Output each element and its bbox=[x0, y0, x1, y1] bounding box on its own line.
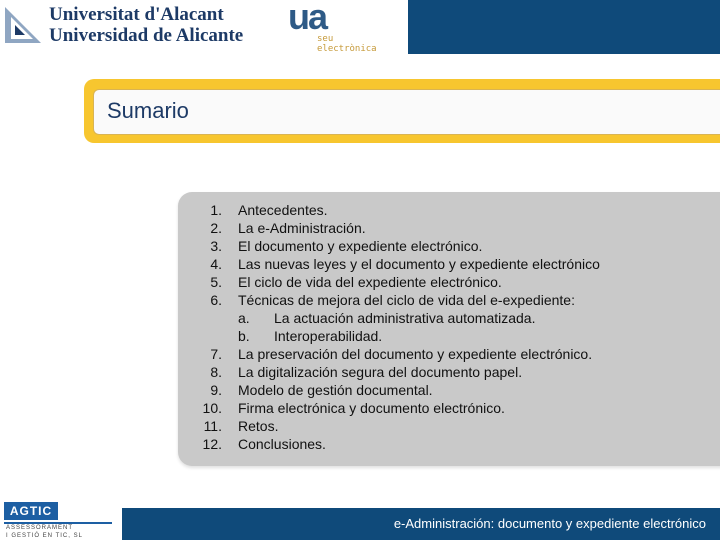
agtic-subtitle-line1: ASSESSORAMENT bbox=[6, 525, 74, 531]
toc-item-number: 4. bbox=[210, 256, 222, 272]
agtic-logo bbox=[4, 500, 118, 540]
page-title: Sumario bbox=[107, 98, 189, 123]
toc-item-number: 5. bbox=[210, 274, 222, 290]
toc-item-label: Conclusiones. bbox=[238, 436, 326, 452]
toc-item-label: Técnicas de mejora del ciclo de vida del e-expediente: bbox=[238, 292, 575, 308]
footer-title: e-Administración: documento y expediente electrónico bbox=[393, 516, 706, 531]
seu-mark: ua bbox=[288, 0, 327, 37]
university-name-line2: Universidad de Alicante bbox=[49, 25, 244, 46]
toc-item-label: Antecedentes. bbox=[238, 202, 328, 218]
toc-item-label: El ciclo de vida del expediente electrónico. bbox=[238, 274, 502, 290]
toc-item-label: Firma electrónica y documento electrónico. bbox=[238, 400, 505, 416]
toc-item-number: 10. bbox=[202, 400, 222, 416]
seu-label: seu electrònica bbox=[317, 34, 377, 54]
toc-item-number: 2. bbox=[210, 220, 222, 236]
toc-item-number: 12. bbox=[202, 436, 222, 452]
toc-item-label: Retos. bbox=[238, 418, 279, 434]
toc-subitem-label: Interoperabilidad. bbox=[274, 328, 383, 344]
toc-item-number: 7. bbox=[210, 346, 222, 362]
toc-item-label: Modelo de gestión documental. bbox=[238, 382, 433, 398]
toc-subitem-label: La actuación administrativa automatizada. bbox=[274, 310, 536, 326]
toc-subitem-letter: a. bbox=[238, 310, 250, 326]
agtic-logo-text: AGTIC bbox=[4, 502, 58, 520]
university-logo bbox=[0, 0, 244, 54]
toc-item-label: El documento y expediente electrónico. bbox=[238, 238, 483, 254]
toc-item-label: La preservación del documento y expediente electrónico. bbox=[238, 346, 593, 362]
toc-item-label: La e-Administración. bbox=[238, 220, 366, 236]
university-name bbox=[49, 4, 243, 46]
university-name-line1: Universitat d'Alacant bbox=[49, 4, 224, 25]
seu-electronica-logo bbox=[284, 0, 394, 54]
toc-item-number: 8. bbox=[210, 364, 222, 380]
university-emblem-icon bbox=[3, 5, 43, 45]
footer-band bbox=[122, 508, 720, 540]
toc-item-number: 6. bbox=[210, 292, 222, 308]
header-band bbox=[408, 0, 720, 54]
toc-item-number: 3. bbox=[210, 238, 222, 254]
toc-item-number: 11. bbox=[203, 418, 222, 434]
agtic-logo-subtitle bbox=[6, 524, 83, 540]
toc-item-number: 9. bbox=[210, 382, 222, 398]
toc-item-number: 1. bbox=[210, 202, 222, 218]
toc-subitem-letter: b. bbox=[238, 328, 250, 344]
toc-item-label: Las nuevas leyes y el documento y expediente electrónico bbox=[238, 256, 600, 272]
toc-item-label: La digitalización segura del documento papel. bbox=[238, 364, 523, 380]
agtic-subtitle-line2: I GESTIÓ EN TIC, SL bbox=[6, 533, 83, 539]
